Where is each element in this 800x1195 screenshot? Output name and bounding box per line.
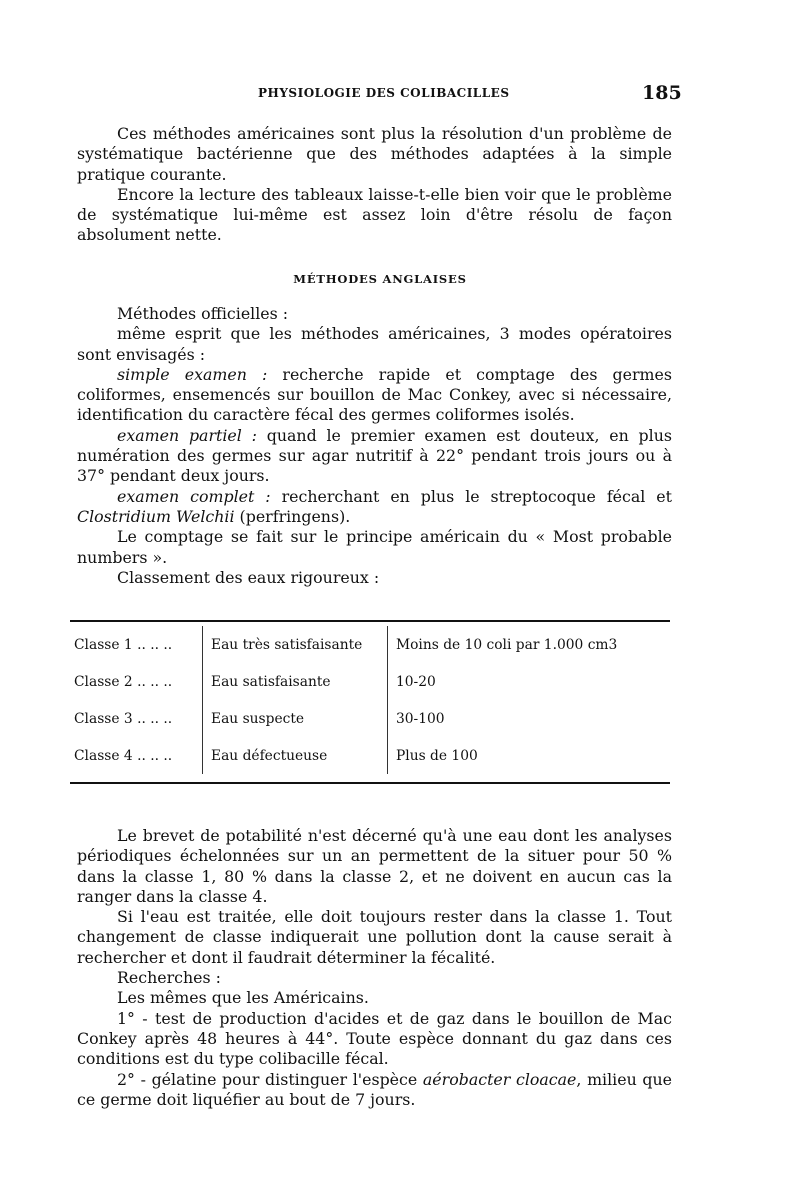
criterion-cell: Moins de 10 coli par 1.000 cm3: [388, 626, 671, 663]
criterion-cell: 10-20: [388, 663, 671, 700]
complete-exam-label: examen complet :: [117, 486, 271, 506]
intro-text: [77, 124, 672, 246]
quality-cell: Eau défectueuse: [203, 737, 388, 774]
intro-paragraph-2: Encore la lecture des tableaux laisse-t-elle bien voir que le problème de systématique lui-même est assez loin d'être résolu de façon absolument nette.: [77, 184, 672, 245]
same-as-americans: Les mêmes que les Américains.: [117, 988, 369, 1008]
quality-cell: Eau très satisfaisante: [203, 626, 388, 663]
simple-exam-label: simple examen :: [117, 364, 268, 384]
partial-exam-text: quand le premier examen est douteux, en plus numération des germes sur agar nutritif à 22° pendant trois jours ou à 37° pendant deux jours.: [77, 425, 672, 486]
after-table-text: [77, 826, 672, 1110]
partial-exam-paragraph: [77, 426, 672, 487]
classification-heading: Classement des eaux rigoureux :: [117, 567, 380, 587]
test-item-2: [77, 1070, 672, 1111]
quality-cell: Eau satisfaisante: [203, 663, 388, 700]
water-class-table: [70, 620, 670, 784]
table-row: [70, 700, 670, 737]
class-cell: Classe 1 .. .. ..: [74, 636, 173, 653]
table-bottom-rule: [70, 782, 670, 784]
partial-exam-label: examen partiel :: [117, 425, 257, 445]
counting-paragraph: Le comptage se fait sur le principe américain du « Most probable numbers ».: [77, 527, 672, 567]
criterion-cell: Plus de 100: [388, 737, 671, 774]
table-top-rule: [70, 620, 670, 622]
class-cell: Classe 2 .. .. ..: [74, 673, 173, 690]
simple-exam-paragraph: [77, 365, 672, 426]
section-text: [77, 304, 672, 588]
criterion-cell: 30-100: [388, 700, 671, 737]
section-title: MÉTHODES ANGLAISES: [293, 272, 467, 286]
table-row: [70, 663, 670, 700]
official-methods-heading: Méthodes officielles :: [117, 304, 289, 323]
quality-cell: Eau suspecte: [203, 700, 388, 737]
table-row: [70, 626, 670, 663]
test-item-1: 1° - test de production d'acides et de gaz dans le bouillon de Mac Conkey après 48 heures à 44°. Toute espèce donnant du gaz dans ces conditions est du type colibacille fécal.: [77, 1008, 672, 1069]
test-item-2-species: aérobacter cloacae: [422, 1069, 577, 1089]
page-number: 185: [642, 82, 682, 104]
complete-exam-text-1: recherchant en plus le streptocoque fécal et: [270, 486, 673, 506]
research-heading: Recherches :: [117, 968, 221, 988]
intro-paragraph-1: Ces méthodes américaines sont plus la résolution d'un problème de systématique bactérienne que des méthodes adaptées à la simple pratique courante.: [77, 124, 672, 184]
same-spirit-paragraph: même esprit que les méthodes américaines, 3 modes opératoires sont envisagés :: [77, 324, 672, 364]
class-cell: Classe 3 .. .. ..: [74, 710, 173, 727]
table-row: [70, 737, 670, 774]
running-title: PHYSIOLOGIE DES COLIBACILLES: [258, 86, 510, 100]
simple-exam-text: recherche rapide et comptage des germes coliformes, ensemencés sur bouillon de Mac Conkey, avec si nécessaire, identification du caractère fécal des germes coliformes isolés.: [77, 364, 672, 425]
complete-exam-species: Clostridium Welchii: [77, 506, 235, 526]
test-item-2-text-b: , milieu que ce germe doit liquéfier au bout de 7 jours.: [77, 1069, 673, 1109]
class-cell: Classe 4 .. .. ..: [74, 747, 173, 764]
potability-paragraph: Le brevet de potabilité n'est décerné qu'à une eau dont les analyses périodiques échelonnées sur un an permettent de la situer pour 50 % dans la classe 1, 80 % dans la classe 2, et ne doivent en aucun cas la ranger dans la classe 4.: [77, 826, 672, 906]
treated-water-paragraph: Si l'eau est traitée, elle doit toujours rester dans la classe 1. Tout changement de classe indiquerait une pollution dont la cause serait à rechercher et dont il faudrait déterminer la fécalité.: [77, 907, 672, 967]
test-item-2-text-a: 2° - gélatine pour distinguer l'espèce: [117, 1069, 423, 1089]
complete-exam-paragraph: [77, 487, 672, 528]
complete-exam-text-2: (perfringens).: [234, 506, 351, 526]
